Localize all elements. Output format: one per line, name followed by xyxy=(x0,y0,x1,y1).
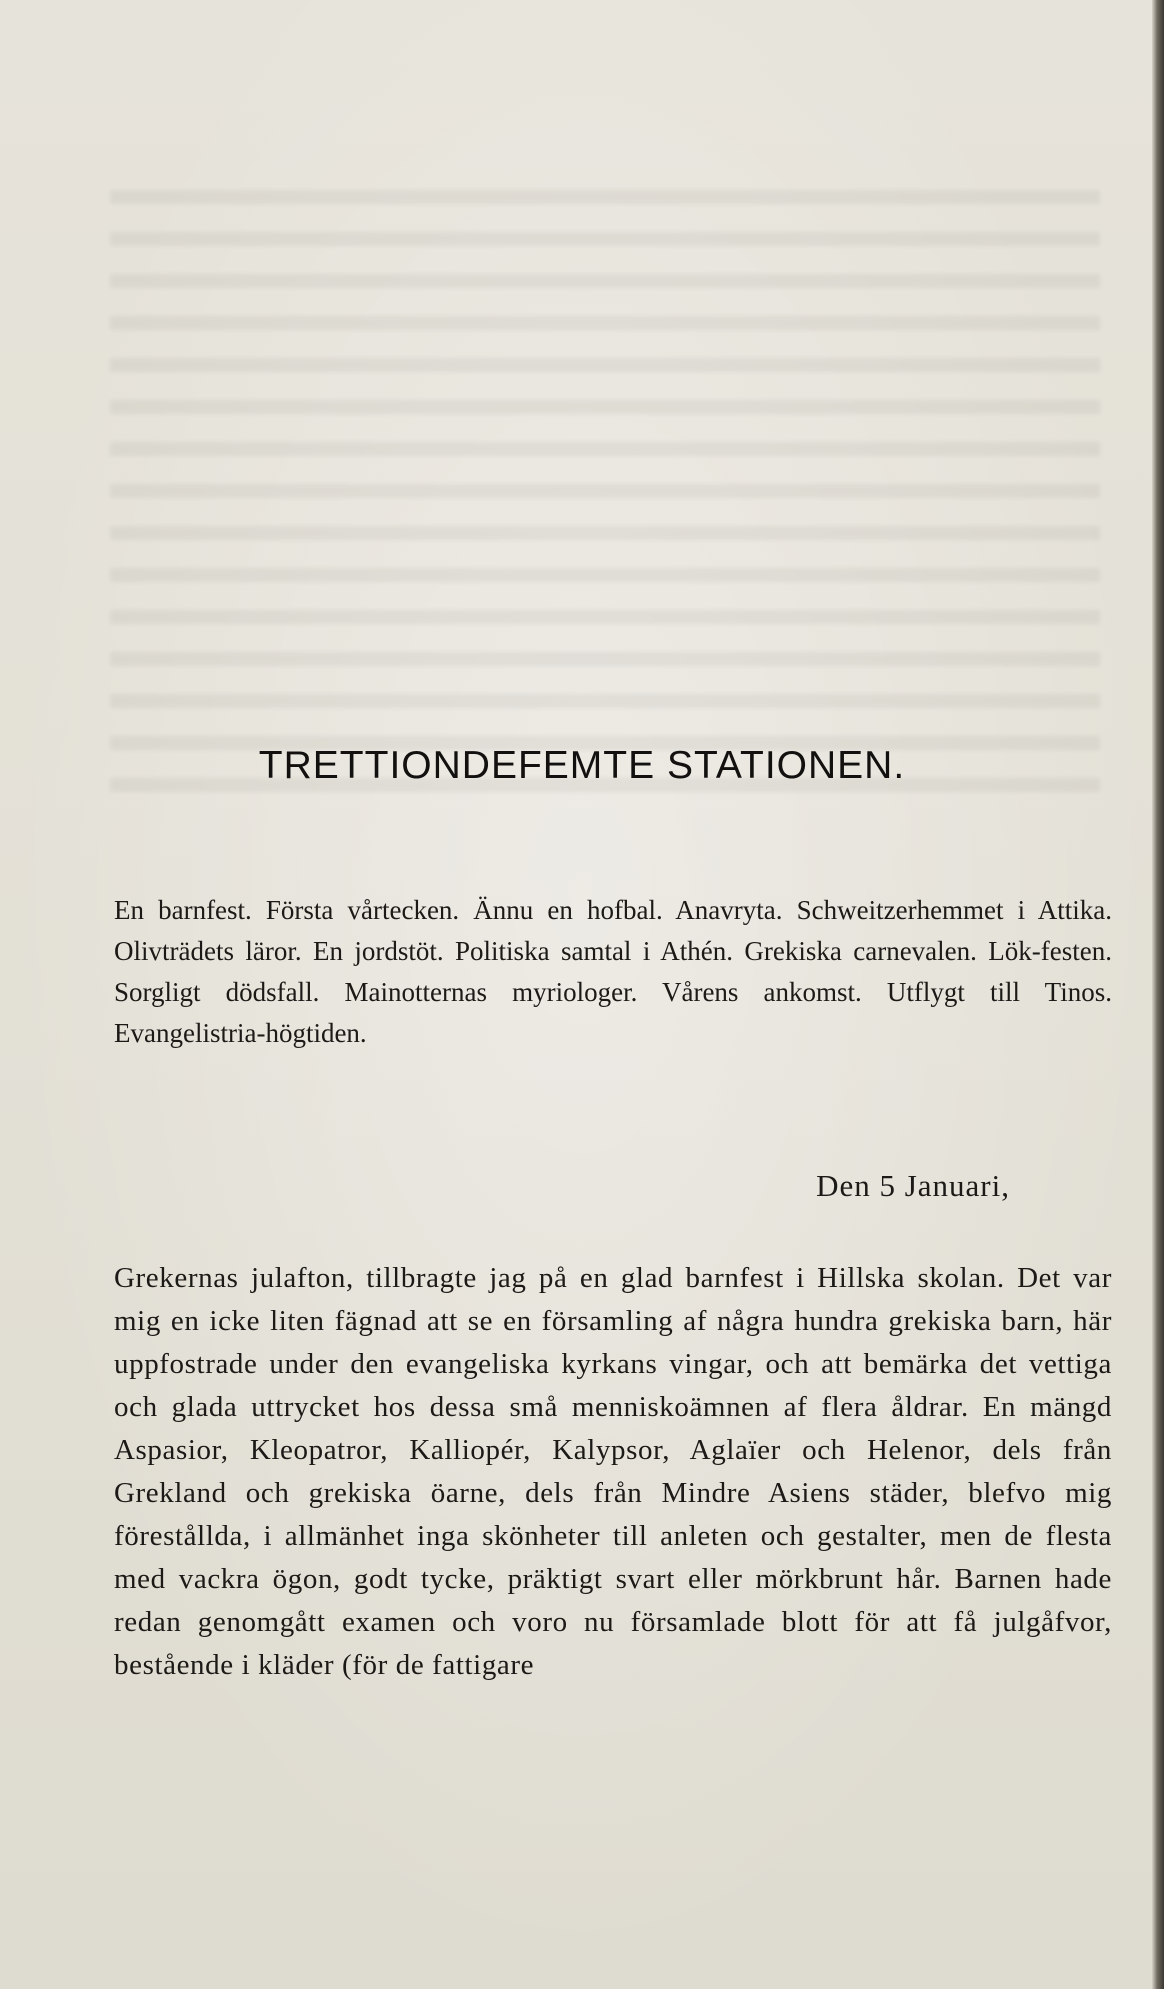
page-edge-shadow xyxy=(1152,0,1164,1989)
body-paragraph: Grekernas julafton, tillbragte jag på en glad barnfest i Hillska skolan. Det var mig en icke liten fägnad att se en församling af några hundra grekiska barn, här uppfostrade under den evangeliska kyrkans vingar, och att bemärka det vettiga och glada uttrycket hos dessa små menniskoämnen af flera åldrar. En mängd Aspasior, Kleopatror, Kalliopér, Kalypsor, Aglaïer och Helenor, dels från Grekland och grekiska öarne, dels från Mindre Asiens städer, blefvo mig förestållda, i allmänhet inga skönheter till anleten och gestalter, men de flesta med vackra ögon, godt tycke, präktigt svart eller mörkbrunt hår. Barnen hade redan genomgått examen och voro nu församlade blott för att få julgåfvor, bestående i kläder (för de fattigare xyxy=(114,1262,1112,1681)
chapter-summary xyxy=(114,890,1112,1054)
bleed-through-text xyxy=(110,190,1100,810)
chapter-title: TRETTIONDEFEMTE STATIONEN. xyxy=(258,744,906,787)
dateline: Den 5 Januari, xyxy=(816,1168,1010,1203)
body-text xyxy=(114,1257,1112,1687)
summary-text: En barnfest. Första vårtecken. Ännu en hofbal. Anavryta. Schweitzerhemmet i Attika. Olivträdets läror. En jordstöt. Politiska samtal i Athén. Grekiska carnevalen. Lök-festen. Sorgligt dödsfall. Mainotternas myriologer. Vårens ankomst. Utflygt till Tinos. Evangelistria-högtiden. xyxy=(114,895,1112,1048)
